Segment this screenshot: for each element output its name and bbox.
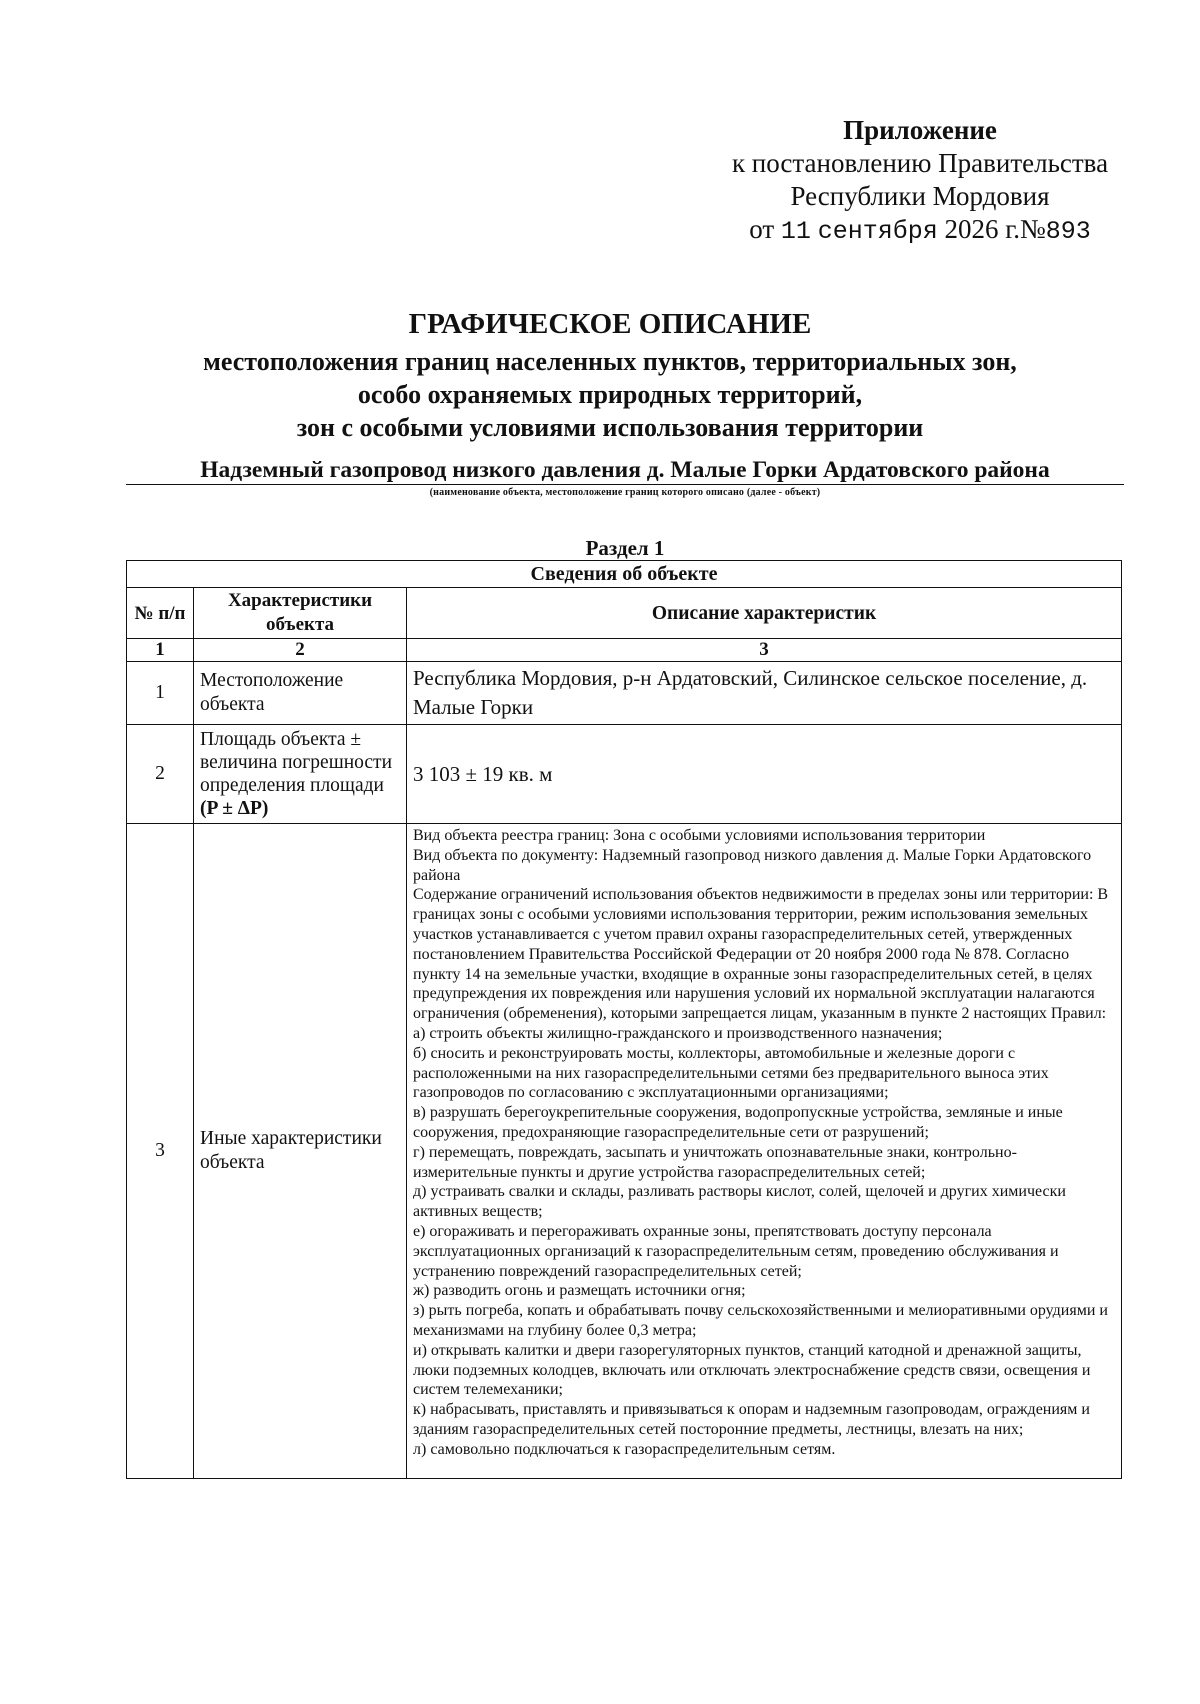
table-row <box>127 824 1122 1479</box>
object-info-table <box>126 560 1122 1479</box>
column-number: 2 <box>194 639 407 662</box>
row-characteristic: Местоположение объекта <box>194 662 407 725</box>
appendix-line-1: к постановлению Правительства <box>731 148 1109 178</box>
appendix-block <box>700 114 1140 248</box>
document-heading <box>130 308 1090 444</box>
table-row <box>127 662 1122 725</box>
object-name: Надземный газопровод низкого давления д. Малые Горки Ардатовского района <box>126 456 1124 485</box>
table-caption: Сведения об объекте <box>127 561 1122 588</box>
document-subtitle-line-3: зон с особыми условиями использования территории <box>296 413 924 442</box>
appendix-line-2: Республики Мордовия <box>790 181 1050 211</box>
appendix-date-line <box>700 213 1140 248</box>
object-name-caption: (наименование объекта, местоположение границ которого описано (далее - объект) <box>429 487 821 498</box>
header-num: № п/п <box>127 588 194 639</box>
row-characteristic-text: Площадь объекта ± величина погрешности определения площади <box>200 729 393 796</box>
header-description: Описание характеристик <box>407 588 1122 639</box>
column-number: 1 <box>127 639 194 662</box>
row-description <box>407 824 1122 1479</box>
column-number: 3 <box>407 639 1122 662</box>
row-characteristic <box>194 725 407 824</box>
header-characteristic: Характеристики объекта <box>194 588 407 639</box>
row-characteristic-formula: (P ± ΔP) <box>200 798 269 819</box>
table-caption-row <box>127 561 1122 588</box>
date-year: 2026 г. <box>944 214 1020 244</box>
appendix-title: Приложение <box>843 115 997 145</box>
date-month: сентября <box>817 217 938 246</box>
description-line: Вид объекта реестра границ: Зона с особыми условиями использования территории <box>413 827 986 844</box>
description-line: Вид объекта по документу: Надземный газопровод низкого давления д. Малые Горки Ардатовского района <box>413 846 1092 884</box>
date-prefix: от <box>749 214 775 244</box>
row-description: Республика Мордовия, р-н Ардатовский, Силинское сельское поселение, д. Малые Горки <box>407 662 1122 725</box>
number-sign: № <box>1020 214 1046 244</box>
description-line: е) огораживать и перегораживать охранные зоны, препятствовать доступу персонала эксплуатационных организаций к газораспределительным сетям, проведению обслуживания и устранению повреждений газораспределительных сетей; <box>413 1222 1059 1280</box>
table-header-row <box>127 588 1122 639</box>
row-num: 2 <box>127 725 194 824</box>
description-line: б) сносить и реконструировать мосты, коллекторы, автомобильные и железные дороги с расположенными на них газораспределительными сетями без предварительного выноса этих газопроводов по согласованию с эксплуатационными организациями; <box>413 1044 1049 1102</box>
description-line: ж) разводить огонь и размещать источники огня; <box>413 1282 746 1300</box>
row-characteristic: Иные характеристики объекта <box>194 824 407 1479</box>
table-row <box>127 725 1122 824</box>
description-line: Содержание ограничений использования объектов недвижимости в пределах зоны или территории: В границах зоны с особыми условиями использования территории, режим использования земельных участков устанавливается с учетом правил охраны газораспределительных сетей, утвержденных постановлением Правительства Российской Федерации от 20 ноября 2000 года № 878. Согласно пункту 14 на земельные участки, входящие в охранные зоны газораспределительных сетей, в целях предупреждения их повреждения или нарушения условий их нормальной эксплуатации налагаются ограничения (обременения), которыми запрещается лицам, указанным в пункте 2 настоящих Правил: <box>413 886 1109 1023</box>
description-line: а) строить объекты жилищно-гражданского и производственного назначения; <box>413 1024 943 1042</box>
row-description: 3 103 ± 19 кв. м <box>407 725 1122 824</box>
description-line: к) набрасывать, приставлять и привязываться к опорам и надземным газопроводам, ограждениям и зданиям газораспределительных сетей посторонние предметы, лестницы, влезать на них; <box>413 1401 1090 1438</box>
section-title: Раздел 1 <box>585 536 665 560</box>
description-line: д) устраивать свалки и склады, разливать растворы кислот, солей, щелочей и других химически активных веществ; <box>413 1183 1066 1221</box>
column-number-row <box>127 639 1122 662</box>
date-day: 11 <box>780 217 811 246</box>
description-line: г) перемещать, повреждать, засыпать и уничтожать опознавательные знаки, контрольно-измерительные пункты и другие устройства газораспределительных сетей; <box>413 1143 1017 1181</box>
row-num: 1 <box>127 662 194 725</box>
description-line: в) разрушать берегоукрепительные сооружения, водопропускные устройства, земляные и иные сооружения, предохраняющие газораспределительные сети от разрушений; <box>413 1104 1063 1141</box>
description-line: и) открывать калитки и двери газорегуляторных пунктов, станций катодной и дренажной защиты, люки подземных колодцев, включать или отключать электроснабжение средств связи, освещения и систем телемеханики; <box>413 1341 1091 1399</box>
document-subtitle-line-2: особо охраняемых природных территорий, <box>357 380 863 409</box>
document-title: ГРАФИЧЕСКОЕ ОПИСАНИЕ <box>408 308 812 340</box>
document-subtitle-line-1: местоположения границ населенных пунктов, территориальных зон, <box>203 347 1017 376</box>
description-line: з) рыть погреба, копать и обрабатывать почву сельскохозяйственными и мелиоративными орудиями и механизмами на глубину более 0,3 метра; <box>413 1302 1108 1339</box>
row-num: 3 <box>127 824 194 1479</box>
description-line: л) самовольно подключаться к газораспределительным сетям. <box>413 1440 836 1458</box>
order-number: 893 <box>1045 217 1091 246</box>
